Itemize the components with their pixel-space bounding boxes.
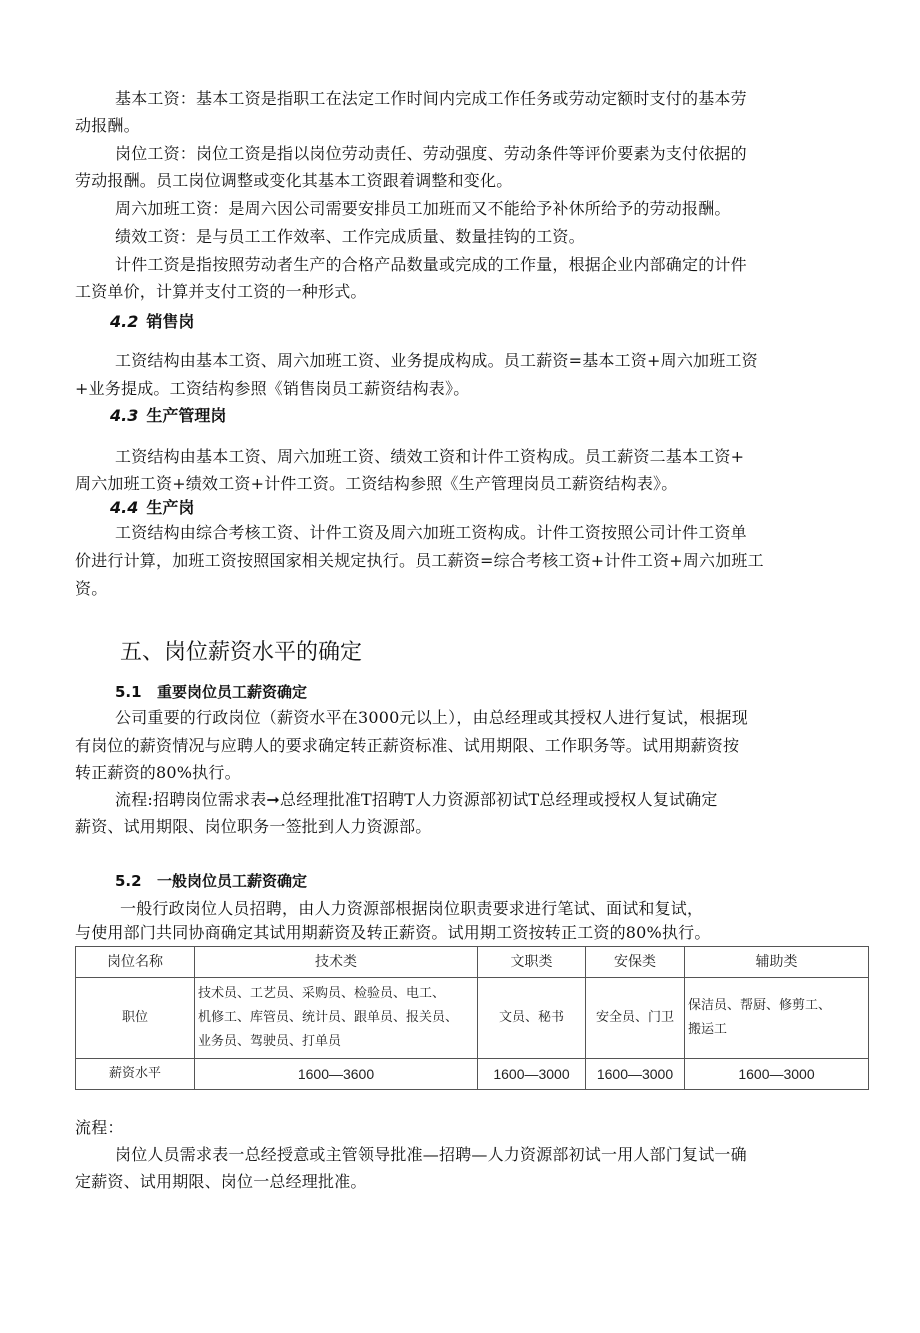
auxiliary-positions-line: 搬运工 [688,1022,728,1037]
s42-line-2: +业务提成。工资结构参照《销售岗员工薪资结构表》。 [75,379,470,398]
performance-wage-def: 绩效工资：是与员工工作效率、工作完成质量、数量挂钩的工资。 [115,227,585,246]
table-row-positions [76,978,869,1059]
technical-positions-line: 技术员、工艺员、采购员、检验员、电工、 [198,986,446,1001]
section-5-1-title: 重要岗位员工薪资确定 [157,683,308,701]
s52-line-2: 与使用部门共同协商确定其试用期薪资及转正薪资。试用期工资按转正工资的80%执行。 [75,923,711,942]
table-row-salary [76,1059,869,1090]
technical-positions-line: 机修工、库管员、统计员、跟单员、报关员、 [198,1010,459,1025]
cell-clerical-positions: 文员、秘书 [478,978,586,1059]
section-4-2-number: 4.2 [110,312,139,331]
technical-positions-line: 业务员、驾驶员、打单员 [198,1034,342,1049]
section-4-2-heading [110,311,194,333]
section-5-heading: 五、岗位薪资水平的确定 [120,640,363,665]
saturday-overtime-def: 周六加班工资：是周六因公司需要安排员工加班而又不能给予补休所给予的劳动报酬。 [115,199,731,218]
flow-line-1: 岗位人员需求表一总经授意或主管领导批准—招聘—人力资源部初试一用人部门复试一确 [115,1145,747,1164]
row-label-salary: 薪资水平 [76,1059,195,1090]
piece-wage-def-line-2: 工资单价，计算并支付工资的一种形式。 [75,282,367,301]
section-5-1-number: 5.1 [115,683,142,701]
s52-line-1: 一般行政岗位人员招聘，由人力资源部根据岗位职责要求进行笔试、面试和复试， [120,899,704,918]
s44-line-3: 资。 [75,579,108,598]
section-4-2-title: 销售岗 [146,312,195,331]
piece-wage-def-line-1: 计件工资是指按照劳动者生产的合格产品数量或完成的工作量，根据企业内部确定的计件 [115,255,747,274]
section-5-2-title: 一般岗位员工薪资确定 [157,872,308,890]
s43-line-2: 周六加班工资+绩效工资+计件工资。工资结构参照《生产管理岗员工薪资结构表》。 [75,474,678,493]
section-4-4-title: 生产岗 [146,498,195,517]
cell-auxiliary-positions [685,978,869,1059]
cell-technical-salary: 1600—3600 [195,1059,478,1090]
row-label-position: 职位 [76,978,195,1059]
section-5-2-heading [115,870,307,892]
cell-security-positions: 安全员、门卫 [586,978,685,1059]
position-wage-def-line-1: 岗位工资：岗位工资是指以岗位劳动责任、劳动强度、劳动条件等评价要素为支付依据的 [115,144,747,163]
header-position-name: 岗位名称 [76,947,195,978]
s44-line-2: 价进行计算，加班工资按照国家相关规定执行。员工薪资=综合考核工资+计件工资+周六加班工 [75,551,764,570]
position-wage-def-line-2: 劳动报酬。员工岗位调整或变化其基本工资跟着调整和变化。 [75,171,513,190]
section-4-3-heading [110,405,226,427]
section-5-2-number: 5.2 [115,872,142,890]
cell-technical-positions [195,978,478,1059]
s43-line-1: 工资结构由基本工资、周六加班工资、绩效工资和计件工资构成。员工薪资二基本工资+ [115,447,745,466]
flow-label: 流程： [75,1118,124,1137]
s51-flow-line-2: 薪资、试用期限、岗位职务一签批到人力资源部。 [75,817,432,836]
flow-line-2: 定薪资、试用期限、岗位一总经理批准。 [75,1172,367,1191]
s51-line-3: 转正薪资的80%执行。 [75,763,241,782]
section-4-4-number: 4.4 [110,498,139,517]
s51-line-2: 有岗位的薪资情况与应聘人的要求确定转正薪资标准、试用期限、工作职务等。试用期薪资按 [75,736,740,755]
header-clerical: 文职类 [478,947,586,978]
salary-table [75,946,869,1090]
header-auxiliary: 辅助类 [685,947,869,978]
s42-line-1: 工资结构由基本工资、周六加班工资、业务提成构成。员工薪资=基本工资+周六加班工资 [115,351,758,370]
cell-clerical-salary: 1600—3000 [478,1059,586,1090]
basic-wage-def-line-1: 基本工资：基本工资是指职工在法定工作时间内完成工作任务或劳动定额时支付的基本劳 [115,89,747,108]
section-4-3-number: 4.3 [110,406,139,425]
s51-line-1: 公司重要的行政岗位（薪资水平在3000元以上），由总经理或其授权人进行复试，根据现 [115,708,748,727]
header-technical: 技术类 [195,947,478,978]
section-4-4-heading [110,497,194,519]
section-5-1-heading [115,681,307,703]
s51-flow-line-1: 流程:招聘岗位需求表➞总经理批准T招聘T人力资源部初试T总经理或授权人复试确定 [115,790,718,809]
table-header-row [76,947,869,978]
cell-auxiliary-salary: 1600—3000 [685,1059,869,1090]
section-4-3-title: 生产管理岗 [146,406,227,425]
basic-wage-def-line-2: 动报酬。 [75,116,140,135]
cell-security-salary: 1600—3000 [586,1059,685,1090]
s44-line-1: 工资结构由综合考核工资、计件工资及周六加班工资构成。计件工资按照公司计件工资单 [115,523,747,542]
header-security: 安保类 [586,947,685,978]
auxiliary-positions-line: 保洁员、帮厨、修剪工、 [688,998,832,1013]
